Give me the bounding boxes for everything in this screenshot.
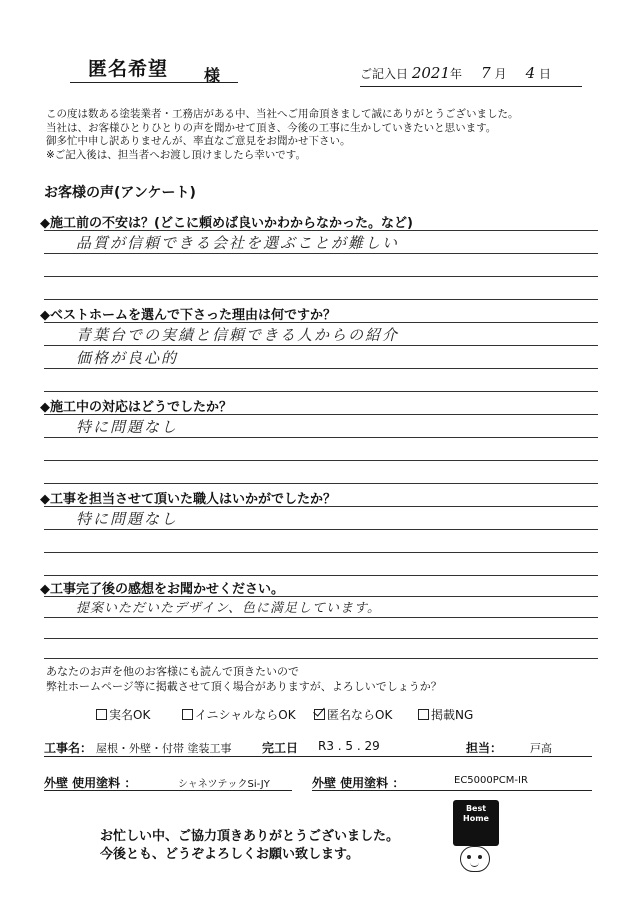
date-month-unit: 月 — [494, 67, 507, 81]
work-name-value: 屋根・外壁・付帯 塗装工事 — [96, 742, 232, 755]
answer-box-5 — [44, 596, 598, 659]
honorific: 様 — [204, 66, 221, 85]
answer-3-line-1: 特に問題なし — [76, 418, 179, 436]
option-anonymous[interactable] — [314, 706, 392, 723]
company-logo — [453, 800, 499, 846]
checkbox-icon[interactable] — [418, 709, 429, 720]
intro-line: この度は数ある塗装業者・工務店がある中、当社へご用命頂きまして誠にありがとうございました。 — [46, 108, 519, 120]
date-month: 7 — [481, 64, 491, 82]
date-day: 4 — [525, 64, 536, 82]
option-real-name[interactable] — [96, 706, 150, 723]
footer-line-2: 今後とも、どうぞよろしくお願い致します。 — [100, 847, 359, 862]
logo-line-1: Best — [465, 804, 487, 813]
consent-line-2: 弊社ホームページ等に掲載させて頂く場合がありますが、よろしいでしょうか？ — [46, 680, 442, 693]
option-initials[interactable] — [182, 706, 296, 723]
intro-line: ※ご記入後は、担当者へお渡し頂けましたら幸いです。 — [46, 148, 306, 161]
date-year: 2021 — [411, 64, 451, 82]
option-label: 掲載NG — [431, 708, 474, 722]
paint-underline-1 — [44, 790, 292, 791]
paint-label-1: 外壁 使用塗料 ： — [44, 776, 137, 790]
paint-value-1: シャネツテックSi-JY — [178, 779, 270, 790]
option-label: イニシャルならOK — [195, 708, 296, 722]
staff-value: 戸高 — [530, 742, 552, 755]
date-day-unit: 日 — [538, 67, 551, 81]
entry-date — [360, 64, 582, 82]
customer-name: 匿名希望 — [88, 58, 169, 80]
date-year-unit: 年 — [450, 67, 463, 81]
answer-2-line-1: 青葉台での実績と信頼できる人からの紹介 — [76, 326, 400, 344]
mascot-face-icon — [460, 846, 490, 872]
answer-2-line-2: 価格が良心的 — [76, 349, 179, 367]
date-label: ご記入日 — [360, 67, 409, 81]
intro-line: 御多忙中申し訳ありませんが、率直なご意見をお聞かせ下さい。 — [46, 135, 351, 147]
completion-label: 完工日 — [262, 741, 299, 755]
footer-message — [100, 828, 399, 864]
option-label: 匿名ならOK — [327, 708, 393, 722]
question-1: ◆施工前の不安は？(どこに頼めば良いかわからなかった。など) — [40, 216, 413, 231]
answer-box-1 — [44, 230, 598, 300]
option-no-publish[interactable] — [418, 706, 473, 723]
intro-text — [46, 108, 606, 162]
intro-line: 当社は、お客様ひとりひとりの声を聞かせて頂き、今後の工事に生かしていきたいと思います。 — [46, 121, 497, 134]
survey-title: お客様の声(アンケート) — [44, 185, 196, 201]
answer-box-3 — [44, 414, 598, 484]
staff-label: 担当： — [466, 741, 503, 755]
completion-value: R3 . 5 . 29 — [318, 739, 380, 753]
checkbox-icon[interactable] — [96, 709, 107, 720]
paint-underline-2 — [312, 790, 592, 791]
publication-consent — [46, 664, 442, 694]
question-4: ◆工事を担当させて頂いた職人はいかがでしたか？ — [40, 492, 336, 507]
option-label: 実名OK — [109, 708, 151, 722]
paint-value-2: EC5000PCM-IR — [454, 775, 528, 786]
date-underline — [360, 86, 582, 87]
paint-label-2: 外壁 使用塗料 ： — [312, 776, 405, 790]
answer-5-line-1: 提案いただいたデザイン、色に満足しています。 — [76, 601, 382, 616]
answer-1-line-1: 品質が信頼できる会社を選ぶことが難しい — [76, 234, 400, 252]
answer-box-4 — [44, 506, 598, 576]
consent-line-1: あなたのお声を他のお客様にも読んで頂きたいので — [46, 665, 299, 678]
footer-line-1: お忙しい中、ご協力頂きありがとうございました。 — [100, 829, 400, 844]
checkbox-icon[interactable] — [182, 709, 193, 720]
work-name-label: 工事名： — [44, 741, 93, 755]
answer-4-line-1: 特に問題なし — [76, 510, 179, 528]
work-row-underline — [44, 756, 592, 757]
checkbox-checked-icon[interactable] — [314, 709, 325, 720]
question-3: ◆施工中の対応はどうでしたか？ — [40, 400, 232, 415]
logo-line-2: Home — [463, 814, 489, 823]
answer-box-2 — [44, 322, 598, 392]
question-2: ◆ベストホームを選んで下さった理由は何ですか？ — [40, 308, 336, 323]
question-5: ◆工事完了後の感想をお聞かせください。 — [40, 582, 284, 597]
